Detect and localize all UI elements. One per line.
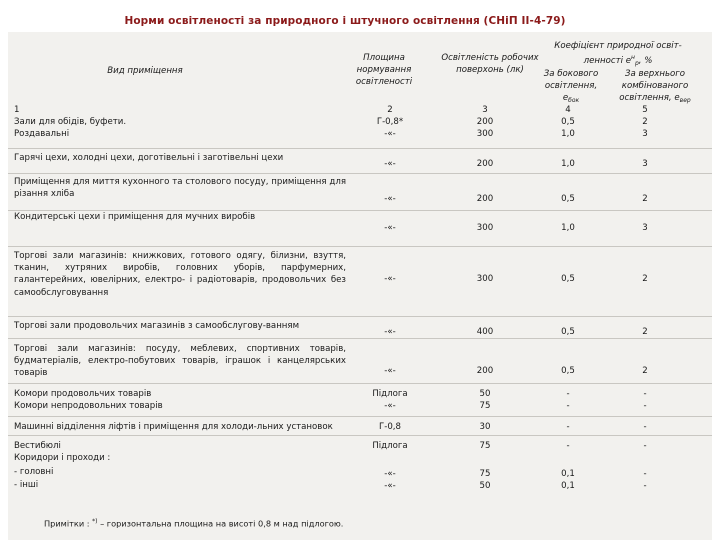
cell-side-coefficient: 1,0 — [561, 223, 575, 233]
cell-side-coefficient: 1,0 — [561, 159, 575, 169]
cell-side-coefficient: 0,5 — [561, 274, 575, 284]
table-row-name: - інші — [14, 480, 39, 490]
cell-top-coefficient: - — [643, 401, 647, 411]
cell-illuminance: 200 — [476, 366, 494, 376]
cell-side-coefficient: 0,5 — [561, 366, 575, 376]
cell-top-coefficient: - — [643, 389, 647, 399]
cell-norm-plane: -«- — [384, 274, 396, 284]
cell-top-coefficient: 2 — [642, 274, 648, 284]
cell-norm-plane: -«- — [384, 194, 396, 204]
table-row-name: Комори непродовольних товарів — [14, 401, 163, 411]
cell-top-coefficient: 5 — [642, 105, 648, 115]
table-row-name: Машинні відділення ліфтів і приміщення для холоди-льних установок — [14, 422, 333, 432]
cell-norm-plane: Підлога — [372, 389, 408, 399]
table-row-name: 1 — [14, 105, 20, 115]
row-divider — [8, 173, 712, 174]
cell-norm-plane: Г-0,8* — [376, 117, 404, 127]
cell-illuminance: 50 — [479, 481, 491, 491]
cell-norm-plane: Підлога — [372, 441, 408, 451]
table-row-name: Коридори і проходи : — [14, 453, 111, 463]
cell-top-coefficient: 3 — [642, 159, 648, 169]
cell-norm-plane: -«- — [384, 366, 396, 376]
cell-illuminance: 75 — [479, 401, 491, 411]
row-divider — [8, 435, 712, 436]
page-title: Норми освітленості за природного і штучного освітлення (СНіП ІІ-4-79) — [124, 15, 566, 27]
table-row-name: Гарячі цехи, холодні цехи, доготівельні і заготівельні цехи — [14, 153, 284, 163]
cell-norm-plane: 2 — [387, 105, 393, 115]
cell-side-coefficient: - — [566, 401, 570, 411]
cell-side-coefficient: - — [566, 389, 570, 399]
header-coefficient-line1: Коефіцієнт природної освіт- — [554, 41, 682, 51]
cell-top-coefficient: 2 — [642, 366, 648, 376]
cell-top-coefficient: - — [643, 469, 647, 479]
header-norm-plane: Площина нормування освітленості — [355, 53, 413, 87]
cell-illuminance: 300 — [476, 274, 494, 284]
cell-illuminance: 50 — [479, 389, 491, 399]
cell-top-coefficient: 3 — [642, 223, 648, 233]
header-coefficient-line2: ленності $e^н_р$, % — [583, 54, 653, 67]
cell-side-coefficient: 0,1 — [561, 469, 575, 479]
cell-norm-plane: -«- — [384, 159, 396, 169]
table-row-name: Приміщення для миття кухонного та столового посуду, приміщення для різання хліба — [14, 177, 346, 200]
cell-norm-plane: -«- — [384, 469, 396, 479]
cell-top-coefficient: 2 — [642, 327, 648, 337]
cell-side-coefficient: - — [566, 422, 570, 432]
table-row-name: Роздавальні — [14, 129, 70, 139]
cell-illuminance: 75 — [479, 469, 491, 479]
cell-side-coefficient: 4 — [565, 105, 571, 115]
cell-top-coefficient: - — [643, 422, 647, 432]
cell-side-coefficient: 0,5 — [561, 117, 575, 127]
cell-side-coefficient: 0,1 — [561, 481, 575, 491]
row-divider — [8, 316, 712, 317]
row-divider — [8, 338, 712, 339]
cell-norm-plane: -«- — [384, 327, 396, 337]
header-room-kind: Вид приміщення — [107, 66, 183, 76]
cell-side-coefficient: 0,5 — [561, 327, 575, 337]
cell-norm-plane: -«- — [384, 129, 396, 139]
row-divider — [8, 383, 712, 384]
cell-top-coefficient: 2 — [642, 194, 648, 204]
table-row-name: Зали для обідів, буфети. — [14, 117, 127, 127]
cell-norm-plane: -«- — [384, 401, 396, 411]
cell-norm-plane: -«- — [384, 223, 396, 233]
cell-side-coefficient: 0,5 — [561, 194, 575, 204]
table-row-name: Торгові зали магазинів: посуду, меблевих, спортивних товарів, будматеріалів, електро-побутових товарів, іграшок і канцелярських товарів — [14, 344, 346, 379]
header-illuminance: Освітленість робочих поверхонь (лк) — [441, 53, 539, 75]
header-coefficient — [528, 40, 708, 70]
cell-illuminance: 200 — [476, 159, 494, 169]
cell-side-coefficient: 1,0 — [561, 129, 575, 139]
cell-side-coefficient: - — [566, 441, 570, 451]
row-divider — [8, 148, 712, 149]
cell-illuminance: 300 — [476, 223, 494, 233]
cell-top-coefficient: 3 — [642, 129, 648, 139]
cell-illuminance: 30 — [479, 422, 491, 432]
header-top-lighting: За верхнього комбінованого освітлення, $e_{вер}$ — [619, 69, 691, 104]
table-row-name: Торгові зали магазинів: книжкових, готового одягу, білизни, взуття, тканин, хутряних виробів, головних уборів, парфумерних, галантерейних, ювелірних, електро- і радіотоварів, продовольчих без самообслуговування — [14, 251, 346, 298]
table-row-name: Вестибюлі — [14, 441, 61, 451]
cell-top-coefficient: - — [643, 441, 647, 451]
cell-norm-plane: Г-0,8 — [378, 422, 401, 432]
table-row-name: Торгові зали продовольчих магазинів з самообслугову-ванням — [14, 321, 300, 331]
cell-illuminance: 200 — [476, 194, 494, 204]
table-row-name: - головні — [14, 467, 54, 477]
footnote: Примітки : *) – горизонтальна площина на висоті 0,8 м над підлогою. — [44, 518, 344, 529]
table-row-name: Кондитерські цехи і приміщення для мучних виробів — [14, 212, 256, 222]
cell-illuminance: 400 — [476, 327, 494, 337]
header-side-lighting: За бокового освітлення, $e_{бок}$ — [543, 69, 599, 104]
cell-norm-plane: -«- — [384, 481, 396, 491]
cell-illuminance: 200 — [476, 117, 494, 127]
table-row-name: Комори продовольчих товарів — [14, 389, 152, 399]
row-divider — [8, 416, 712, 417]
cell-top-coefficient: 2 — [642, 117, 648, 127]
cell-illuminance: 300 — [476, 129, 494, 139]
cell-top-coefficient: - — [643, 481, 647, 491]
cell-illuminance: 3 — [482, 105, 488, 115]
cell-illuminance: 75 — [479, 441, 491, 451]
row-divider — [8, 246, 712, 247]
